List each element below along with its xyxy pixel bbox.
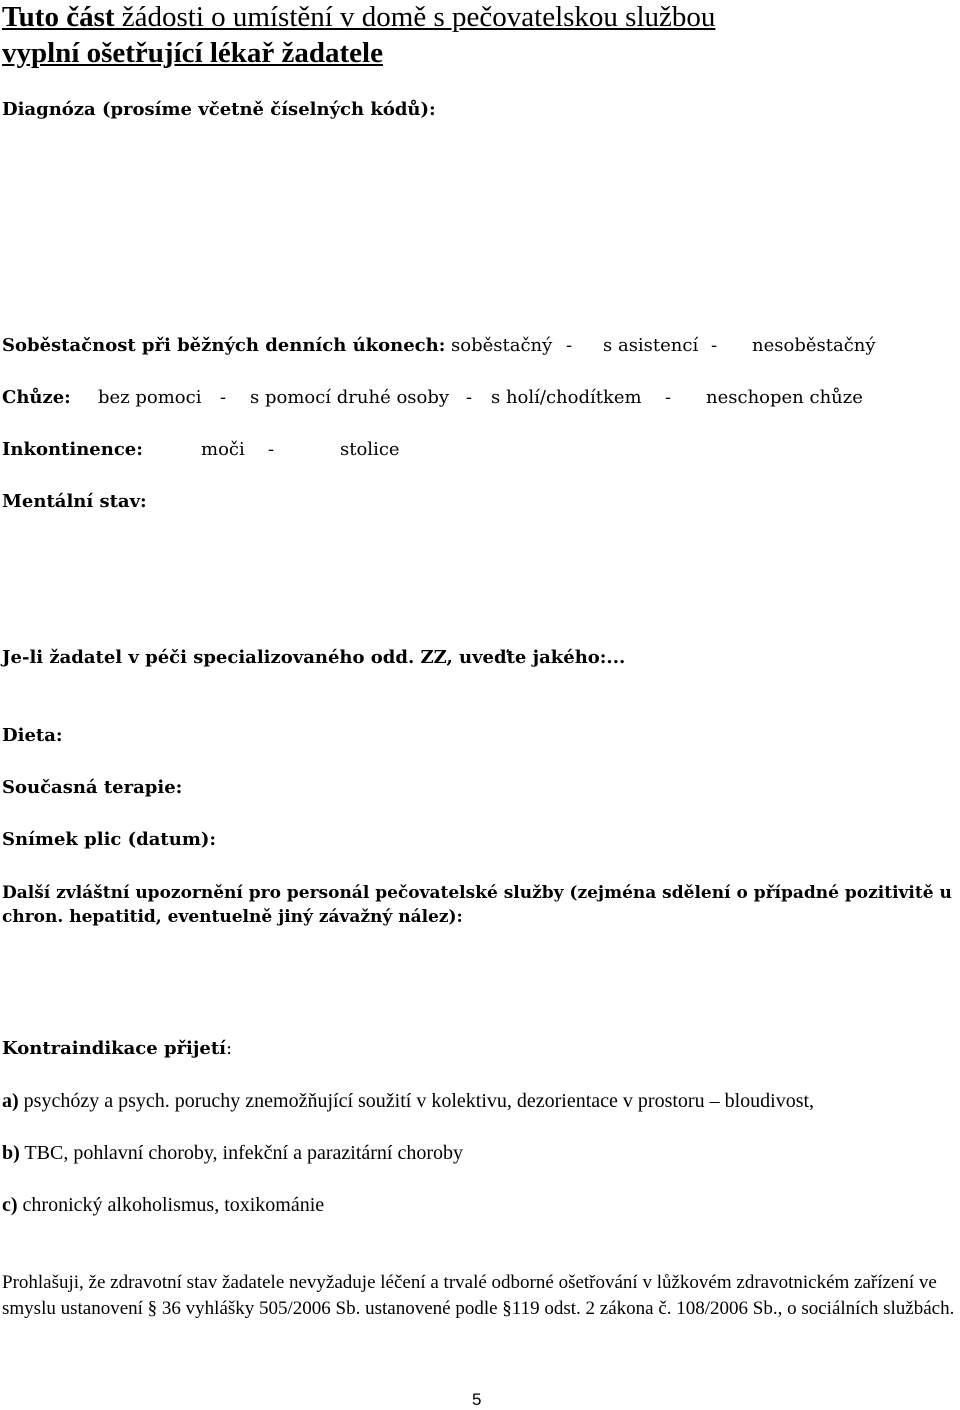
option-stool[interactable]: stolice xyxy=(340,439,400,460)
option-urine[interactable]: moči xyxy=(201,439,245,460)
title-bold: Tuto část xyxy=(2,1,115,33)
option-with-cane-walker[interactable]: s holí/chodítkem xyxy=(491,387,642,408)
contraindication-item xyxy=(2,1193,324,1217)
incontinence-label: Inkontinence: xyxy=(2,439,143,460)
separator: - xyxy=(466,387,473,408)
option-without-help[interactable]: bez pomoci xyxy=(98,387,202,408)
contraindications-label: Kontraindikace přijetí xyxy=(2,1038,226,1059)
separator: - xyxy=(566,335,573,356)
option-with-help-of-person[interactable]: s pomocí druhé osoby xyxy=(250,387,450,408)
mental-state-label: Mentální stav: xyxy=(2,491,147,512)
title-rest: žádosti o umístění v domě s pečovatelskou službou xyxy=(114,1,716,33)
item-marker: a) xyxy=(2,1090,19,1112)
walking-label: Chůze: xyxy=(2,387,71,408)
option-with-assistance[interactable]: s asistencí xyxy=(603,335,699,356)
option-not-self-sufficient[interactable]: nesoběstačný xyxy=(752,335,876,356)
form-title-line-1 xyxy=(2,0,715,34)
item-text: psychózy a psych. poruchy znemožňující soužití v kolektivu, dezorientace v prostoru – bloudivost, xyxy=(18,1090,815,1112)
separator: - xyxy=(268,439,275,460)
contraindication-item xyxy=(2,1141,463,1165)
special-notice-label: Další zvláštní upozornění pro personál pečovatelské služby (zejména sdělení o případné pozitivitě u chron. hepatitid, eventuelně jiný závažný nález): xyxy=(2,883,952,927)
separator: - xyxy=(665,387,672,408)
contraindications-colon: : xyxy=(226,1038,233,1059)
item-marker: c) xyxy=(2,1194,18,1216)
specialized-care-label xyxy=(2,646,625,670)
item-text: TBC, pohlavní choroby, infekční a parazitární choroby xyxy=(19,1142,463,1164)
diet-label: Dieta: xyxy=(2,725,63,746)
item-marker: b) xyxy=(2,1142,20,1164)
page-number: 5 xyxy=(472,1390,482,1409)
option-self-sufficient[interactable]: soběstačný xyxy=(451,335,553,356)
option-unable-to-walk[interactable]: neschopen chůze xyxy=(706,387,863,408)
contraindication-item xyxy=(2,1089,814,1113)
item-text: chronický alkoholismus, toxikománie xyxy=(17,1194,325,1216)
separator: - xyxy=(220,387,227,408)
form-title-line-2: vyplní ošetřující lékař žadatele xyxy=(2,37,383,69)
diagnosis-label: Diagnóza (prosíme včetně číselných kódů): xyxy=(2,99,436,120)
current-therapy-label: Současná terapie: xyxy=(2,777,183,798)
self-sufficiency-label: Soběstačnost při běžných denních úkonech: xyxy=(2,335,446,356)
contraindications-heading xyxy=(2,1037,232,1061)
separator: - xyxy=(711,335,718,356)
specialized-care-text: Je-li žadatel v péči specializovaného odd. ZZ, uveďte jakého:... xyxy=(2,647,626,668)
declaration-text: Prohlašuji, že zdravotní stav žadatele nevyžaduje léčení a trvalé odborné ošetřování v lůžkovém zdravotnickém zařízení ve smyslu ustanovení § 36 vyhlášky 505/2006 Sb. ustanovené podle §119 odst. 2 zákona č. 108/2006 Sb., o sociálních službách. xyxy=(2,1272,955,1319)
lung-xray-label: Snímek plic (datum): xyxy=(2,829,217,850)
